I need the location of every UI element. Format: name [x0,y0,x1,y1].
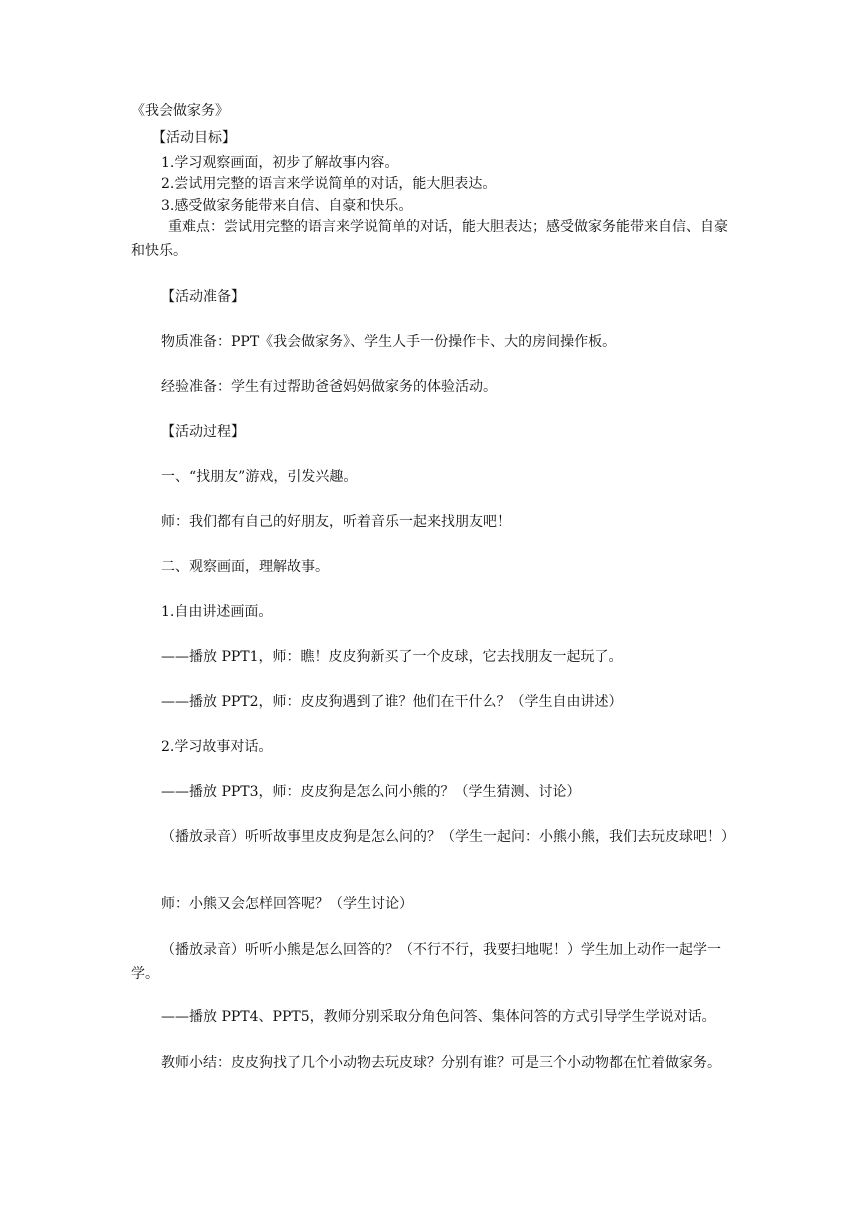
step-1: 一、“找朋友”游戏，引发兴趣。 [161,469,358,485]
key-points: 重难点：尝试用完整的语言来学说简单的对话，能大胆表达；感受做家务能带来自信、自豪和快乐。 [131,219,728,259]
sub-step-1: 1.自由讲述画面。 [161,604,273,620]
step-2: 二、观察画面，理解故事。 [161,559,329,575]
goal-item-3: 3.感受做家务能带来自信、自豪和快乐。 [161,198,413,214]
sub-step-2: 2.学习故事对话。 [161,739,273,755]
prep-heading: 【活动准备】 [161,289,245,305]
ppt-2-line: ——播放 PPT2，师：皮皮狗遇到了谁？他们在干什么？（学生自由讲述） [161,694,623,710]
material-prep: 物质准备：PPT《我会做家务》、学生人手一份操作卡、大的房间操作板。 [161,334,617,350]
audio-2-line: （播放录音）听听小熊是怎么回答的？（不行不行，我要扫地呢！）学生加上动作一起学一学。 [131,942,721,982]
goal-heading: 【活动目标】 [152,130,236,146]
ppt-1-line: ——播放 PPT1，师：瞧！皮皮狗新买了一个皮球，它去找朋友一起玩了。 [161,649,623,665]
audio-1-line: （播放录音）听听故事里皮皮狗是怎么问的？（学生一起问：小熊小熊，我们去玩皮球吧！） [161,829,735,845]
ppt-4-5-line: ——播放 PPT4、PPT5，教师分别采取分角色问答、集体问答的方式引导学生学说对话。 [161,1009,716,1025]
teacher-question: 师：小熊又会怎样回答呢？（学生讨论） [161,896,413,912]
step-1-teacher: 师：我们都有自己的好朋友，听着音乐一起来找朋友吧！ [161,514,511,530]
ppt-3-line: ——播放 PPT3，师：皮皮狗是怎么问小熊的？（学生猜测、讨论） [161,784,581,800]
process-heading: 【活动过程】 [161,424,245,440]
goal-item-2: 2.尝试用完整的语言来学说简单的对话，能大胆表达。 [161,176,497,192]
teacher-summary: 教师小结：皮皮狗找了几个小动物去玩皮球？分别有谁？可是三个小动物都在忙着做家务。 [161,1055,721,1071]
doc-title: 《我会做家务》 [131,103,229,119]
goal-item-1: 1.学习观察画面，初步了解故事内容。 [161,155,399,171]
experience-prep: 经验准备：学生有过帮助爸爸妈妈做家务的体验活动。 [161,379,497,395]
